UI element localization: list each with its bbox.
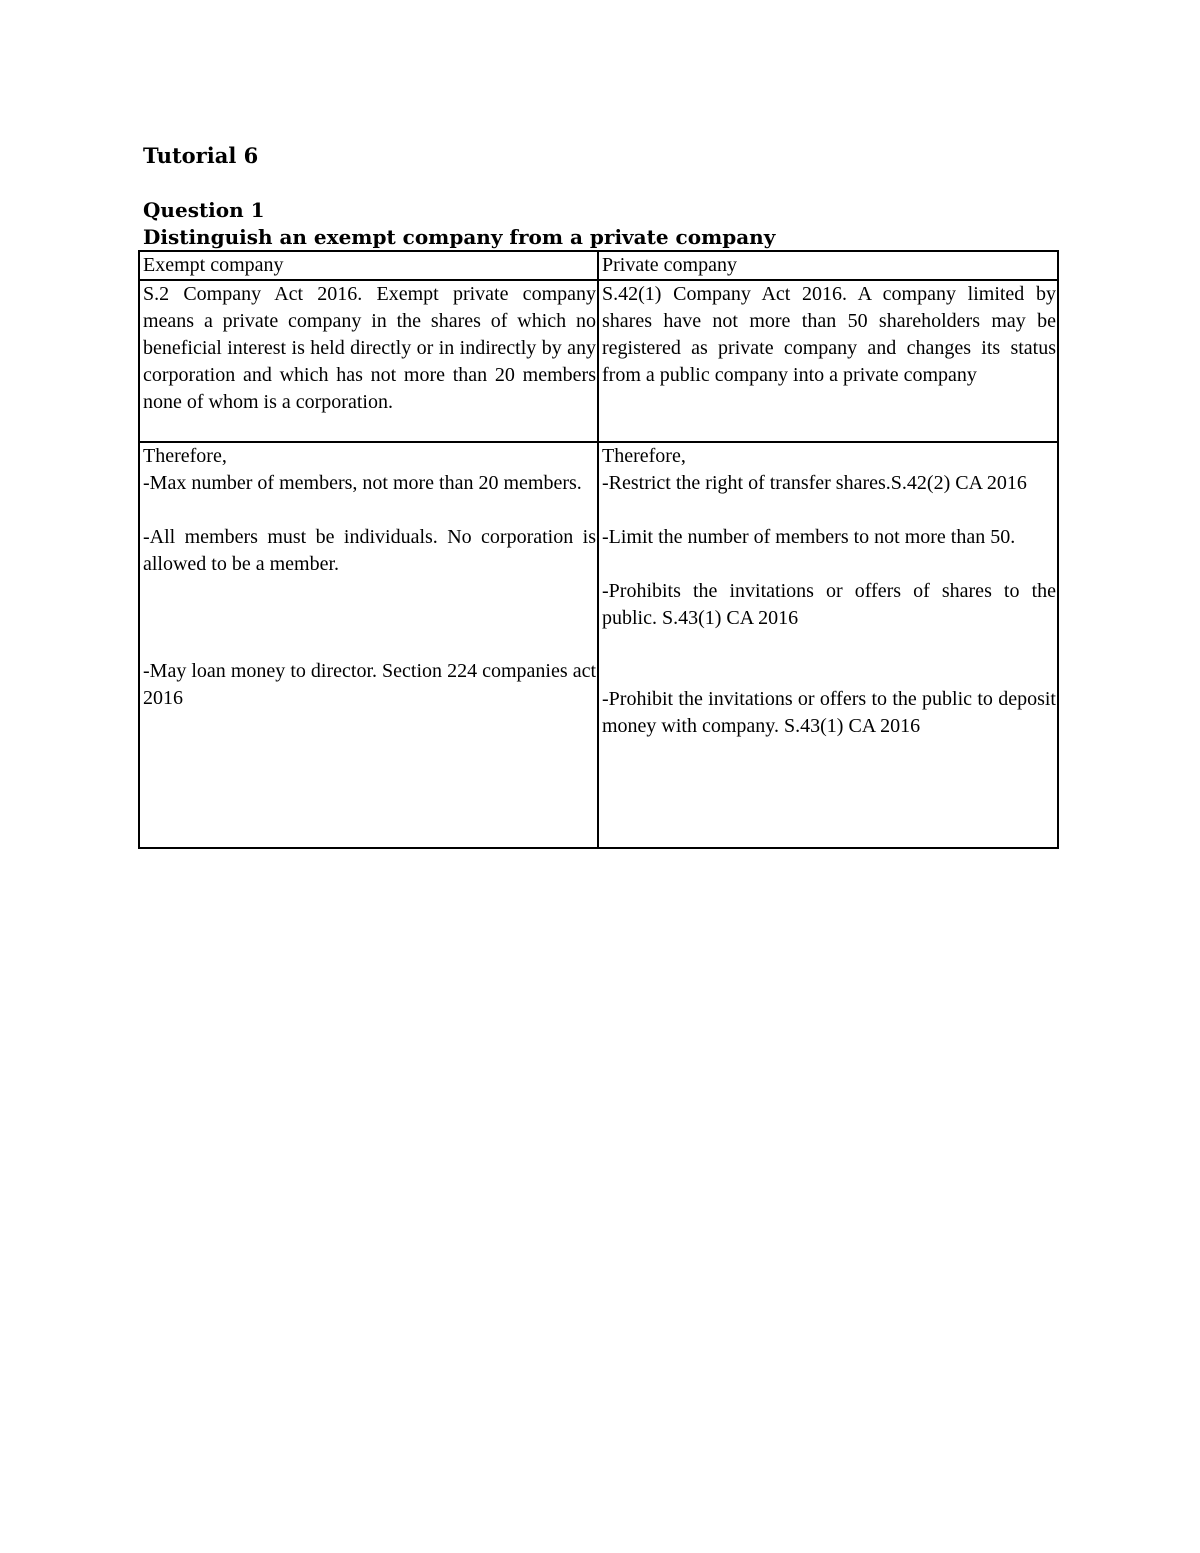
private-therefore-label: Therefore, <box>602 445 686 467</box>
header-exempt-company: Exempt company <box>139 251 598 280</box>
exempt-point-2: -All members must be individuals. No corporation is allowed to be a member. <box>143 526 596 575</box>
private-point-3: -Prohibits the invitations or offers of shares to the public. S.43(1) CA 2016 <box>602 580 1056 629</box>
private-point-2: -Limit the number of members to not more than 50. <box>602 526 1016 548</box>
private-definition-text: S.42(1) Company Act 2016. A company limited by shares have not more than 50 shareholders may be registered as private company and changes its status from a public company into a private company <box>602 283 1056 386</box>
exempt-definition-cell <box>139 280 598 442</box>
definition-row <box>139 280 1058 442</box>
exempt-point-3: -May loan money to director. Section 224 companies act 2016 <box>143 660 596 709</box>
private-point-1: -Restrict the right of transfer shares.S.42(2) CA 2016 <box>602 472 1027 494</box>
spacer <box>143 578 596 658</box>
spacer <box>143 497 596 524</box>
comparison-table <box>138 250 1059 849</box>
question-heading: Question 1 <box>143 198 265 222</box>
spacer <box>602 632 1056 686</box>
spacer <box>602 497 1056 524</box>
exempt-therefore-label: Therefore, <box>143 445 227 467</box>
private-definition-cell <box>598 280 1058 442</box>
exempt-points-cell <box>139 442 598 848</box>
private-points-cell <box>598 442 1058 848</box>
spacer <box>602 551 1056 578</box>
private-point-4: -Prohibit the invitations or offers to the public to deposit money with company. S.43(1) CA 2016 <box>602 688 1056 737</box>
header-private-company: Private company <box>598 251 1058 280</box>
document-title: Tutorial 6 <box>143 143 259 168</box>
exempt-definition-text: S.2 Company Act 2016. Exempt private company means a private company in the shares of which no beneficial interest is held directly or in indirectly by any corporation and which has not more than 20 members none of whom is a corporation. <box>143 283 596 413</box>
points-row <box>139 442 1058 848</box>
table-header-row <box>139 251 1058 280</box>
exempt-point-1: -Max number of members, not more than 20 members. <box>143 472 582 494</box>
question-text: Distinguish an exempt company from a private company <box>143 225 776 249</box>
